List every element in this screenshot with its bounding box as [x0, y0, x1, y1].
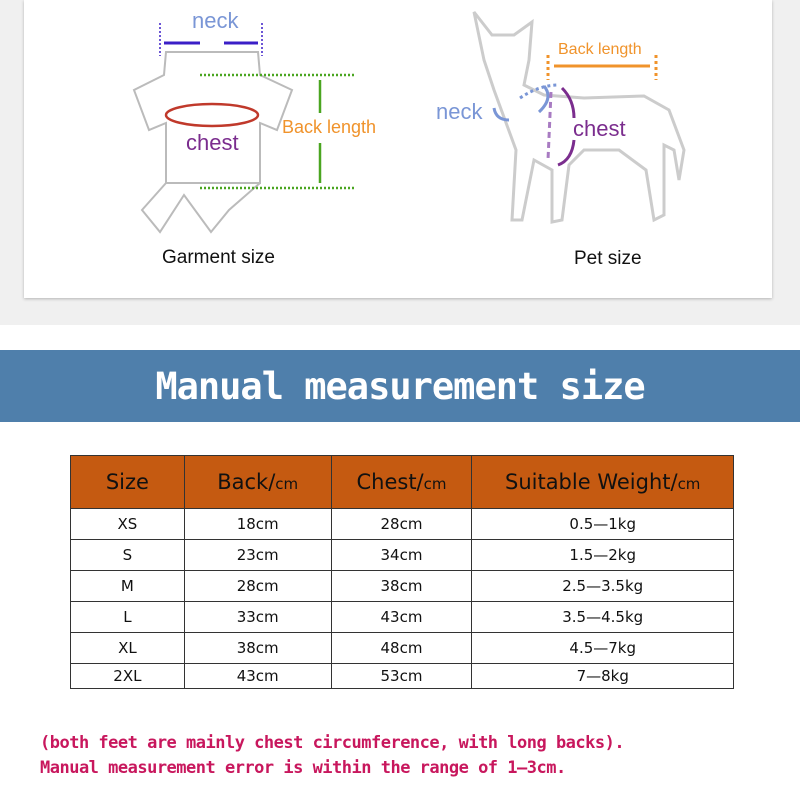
title-banner — [0, 350, 800, 422]
garment-and-pet-illustration — [24, 0, 772, 298]
table-cell: 28cm — [331, 509, 472, 540]
table-row — [71, 509, 734, 540]
garment-back-length-label: Back length — [282, 117, 377, 137]
table-cell: XL — [71, 633, 185, 664]
note-line-2: Manual measurement error is within the range of 1—3cm. — [40, 758, 566, 778]
pet-neck-label: neck — [436, 99, 483, 124]
table-cell: 33cm — [184, 602, 331, 633]
table-cell: 0.5—1kg — [472, 509, 734, 540]
note-line-1: (both feet are mainly chest circumference, with long backs). — [40, 733, 625, 753]
garment-neck-label: neck — [192, 8, 239, 33]
header-unit: cm — [275, 475, 299, 493]
table-cell: 48cm — [331, 633, 472, 664]
table-cell: 18cm — [184, 509, 331, 540]
pet-size-caption: Pet size — [574, 248, 642, 269]
header-label: Chest/ — [356, 470, 424, 494]
table-header-row — [71, 456, 734, 509]
column-header — [331, 456, 472, 509]
table-cell: L — [71, 602, 185, 633]
banner-title: Manual measurement size — [155, 364, 645, 408]
table-cell: M — [71, 571, 185, 602]
table-cell: 43cm — [184, 664, 331, 689]
table-cell: 43cm — [331, 602, 472, 633]
header-label: Size — [105, 470, 149, 494]
pet-chest-label: chest — [573, 116, 626, 141]
pet-chest-line — [548, 92, 551, 160]
column-header — [71, 456, 185, 509]
table-cell: 38cm — [184, 633, 331, 664]
table-cell: XS — [71, 509, 185, 540]
table-cell: 7—8kg — [472, 664, 734, 689]
table-row — [71, 602, 734, 633]
header-unit: cm — [423, 475, 447, 493]
table-cell: S — [71, 540, 185, 571]
table-row — [71, 571, 734, 602]
measurement-diagram-card — [24, 0, 772, 298]
table-cell: 3.5—4.5kg — [472, 602, 734, 633]
table-row — [71, 633, 734, 664]
pet-chest-arrow — [558, 88, 574, 165]
table-cell: 4.5—7kg — [472, 633, 734, 664]
table-row — [71, 664, 734, 689]
table-cell: 38cm — [331, 571, 472, 602]
header-label: Back/ — [217, 470, 276, 494]
header-label: Suitable Weight/ — [504, 470, 678, 494]
table-cell: 53cm — [331, 664, 472, 689]
table-cell: 1.5—2kg — [472, 540, 734, 571]
table-row — [71, 540, 734, 571]
table-cell: 23cm — [184, 540, 331, 571]
chest-ring — [166, 104, 258, 126]
table-cell: 28cm — [184, 571, 331, 602]
garment-chest-label: chest — [186, 130, 239, 155]
header-unit: cm — [677, 475, 701, 493]
garment-size-caption: Garment size — [162, 247, 275, 268]
table-cell: 2XL — [71, 664, 185, 689]
size-chart-table — [70, 455, 734, 689]
pet-back-length-label: Back length — [558, 41, 642, 58]
table-cell: 2.5—3.5kg — [472, 571, 734, 602]
column-header — [472, 456, 734, 509]
column-header — [184, 456, 331, 509]
table-cell: 34cm — [331, 540, 472, 571]
